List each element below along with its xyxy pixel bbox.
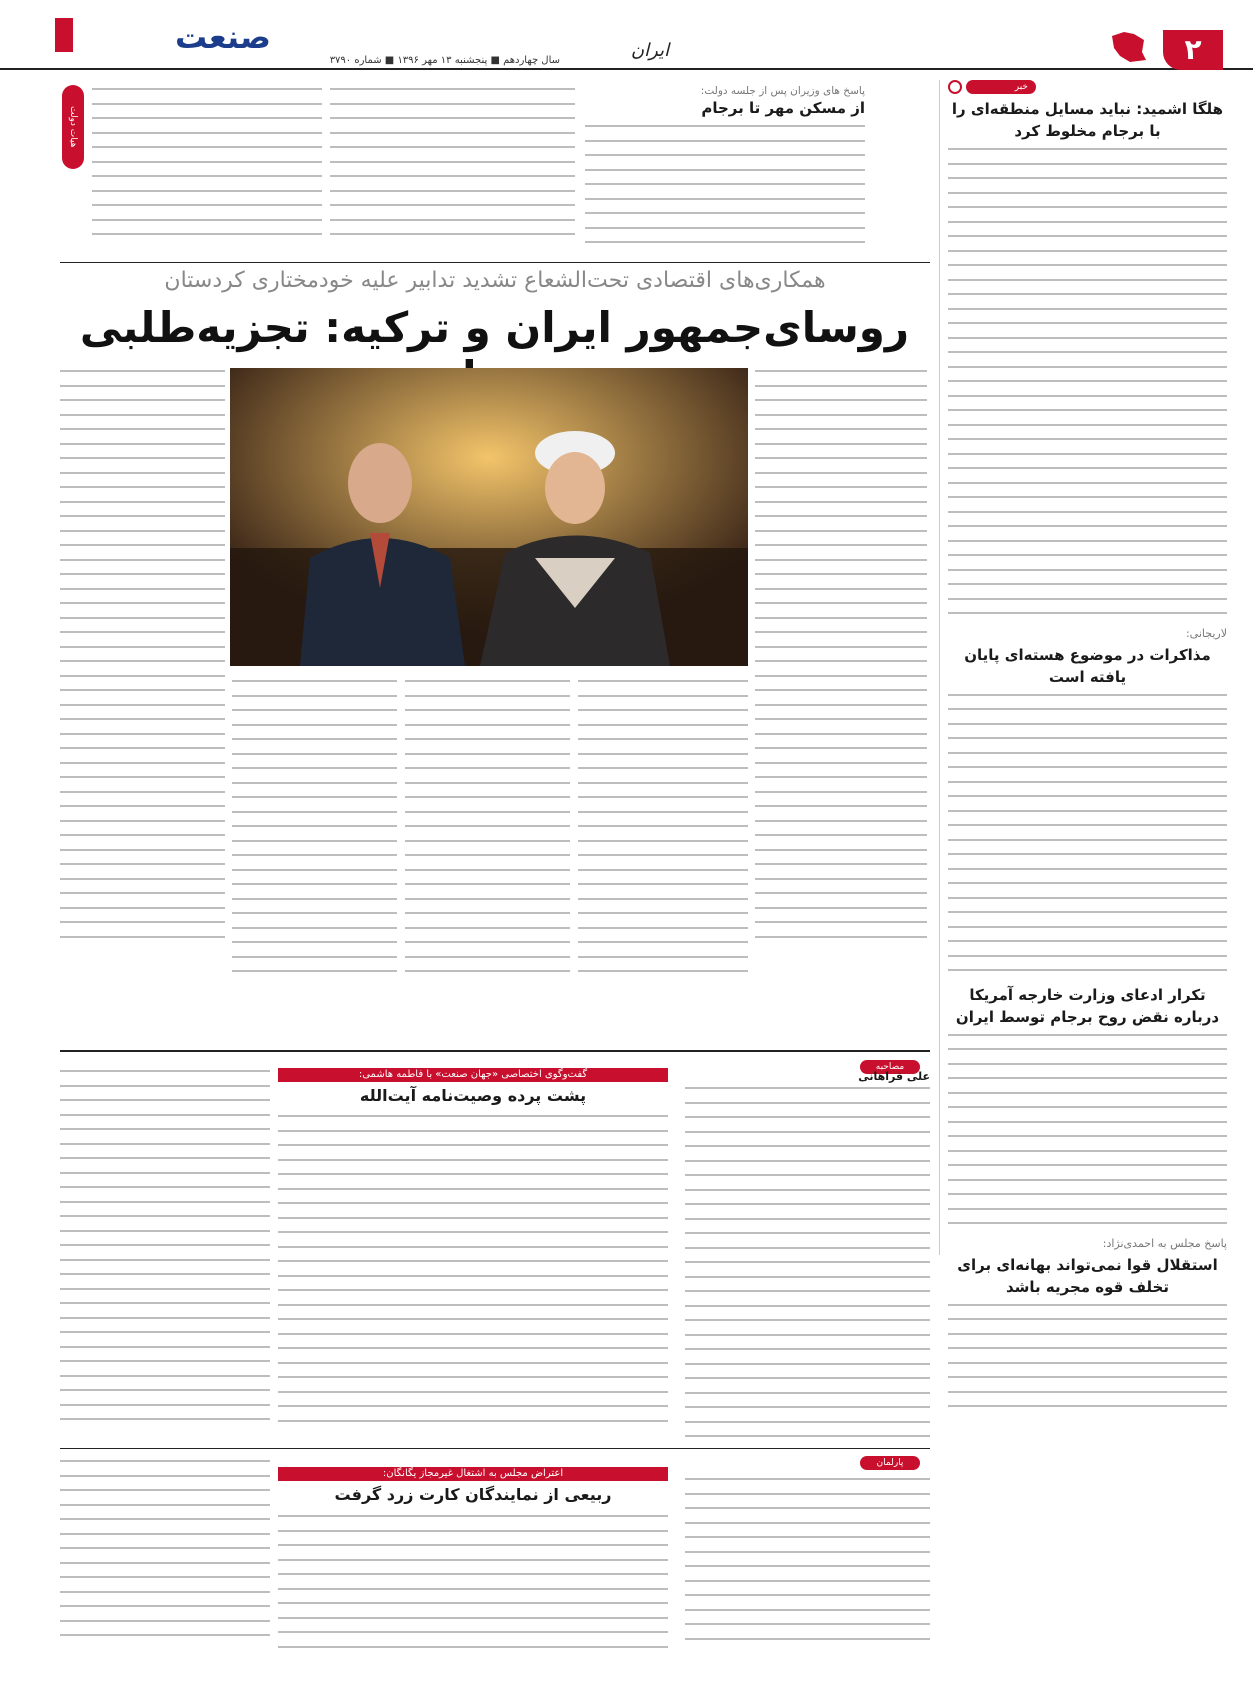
parliament-intro [685,1478,930,1652]
section-title: ایران [630,40,670,61]
sidebar-story4-kicker: پاسخ مجلس به احمدی‌نژاد: [1102,1236,1227,1250]
interview-intro [685,1070,930,1450]
news-sidebar [939,80,1235,1296]
main-col4 [232,680,397,985]
interview-byline: علی قراهانی [858,1070,930,1083]
tag-dot-icon [948,80,962,94]
sidebar-story4-title: استقلال قوا نمی‌تواند بهانه‌ای برای تخلف قوه مجریه باشد [957,1255,1218,1296]
interview-title: پشت پرده وصیت‌نامه آیت‌الله [359,1086,587,1105]
parliament-tag: پارلمان [860,1456,920,1470]
parliament-band: اعتراض مجلس به اشتغال غیرمجاز یگانگان: [278,1467,668,1481]
main-col2 [578,680,748,985]
main-col1 [755,370,927,950]
upper-story-head [585,85,865,256]
sidebar-story1-title: هلگا اشمید: نباید مسایل منطقه‌ای را با برجام مخلوط کرد [951,100,1224,140]
sidebar-story1-text [948,148,1227,614]
sidebar-story4-text [948,1304,1227,1408]
iran-map-icon [1108,30,1148,64]
upper-story-kicker: پاسخ های وزیران پس از جلسه دولت: [700,85,865,97]
sidebar-story3-text [948,1034,1227,1225]
divider [60,1050,930,1052]
parliament-title: ربیعی از نمایندگان کارت زرد گرفت [334,1485,612,1504]
sidebar-story2-title: مذاکرات در موضوع هسته‌ای پایان یافته است [964,645,1211,686]
svg-text:صنعت: صنعت [175,18,271,56]
section-tab: هیات دولت [62,85,84,169]
sidebar-story2-kicker: لاریجانی: [1185,626,1227,640]
page-number: ۲ [1163,30,1223,70]
news-tag: خبر [966,80,1036,94]
divider [60,262,930,263]
interview-body [278,1115,668,1434]
main-headline: روسای‌جمهور ایران و ترکیه: تجزیه‌طلبی [79,303,910,352]
main-col5 [60,370,225,950]
main-kicker: همکاری‌های اقتصادی تحت‌الشعاع تشدید تدابیر علیه خودمختاری کردستان [164,268,826,293]
sidebar-story2-text [948,694,1227,972]
parliament-col-left [60,1460,270,1649]
interview-band: گفت‌وگوی اختصاصی «جهان صنعت» با فاطمه هاشمی: [278,1068,668,1082]
parliament-body [278,1515,668,1660]
upper-story-col3 [92,88,322,248]
newspaper-logo [55,16,271,58]
main-col3 [405,680,570,985]
upper-story-text [585,125,865,243]
interview-tag: مصاحبه [860,1060,920,1074]
presidents-photo [230,368,748,666]
issue-line: سال چهاردهم ■ پنجشنبه ۱۳ مهر ۱۳۹۶ ■ شماره ۳۷۹۰ [329,55,560,66]
interview-col-left [60,1070,270,1433]
divider [60,1448,930,1449]
upper-story-col2 [330,88,575,248]
sidebar-tag-row [948,80,1227,94]
upper-story-title: از مسکن مهر تا برجام [701,99,865,117]
sidebar-story3-title: تکرار ادعای وزارت خارجه آمریکا درباره نقض روح برجام توسط ایران [955,985,1220,1026]
